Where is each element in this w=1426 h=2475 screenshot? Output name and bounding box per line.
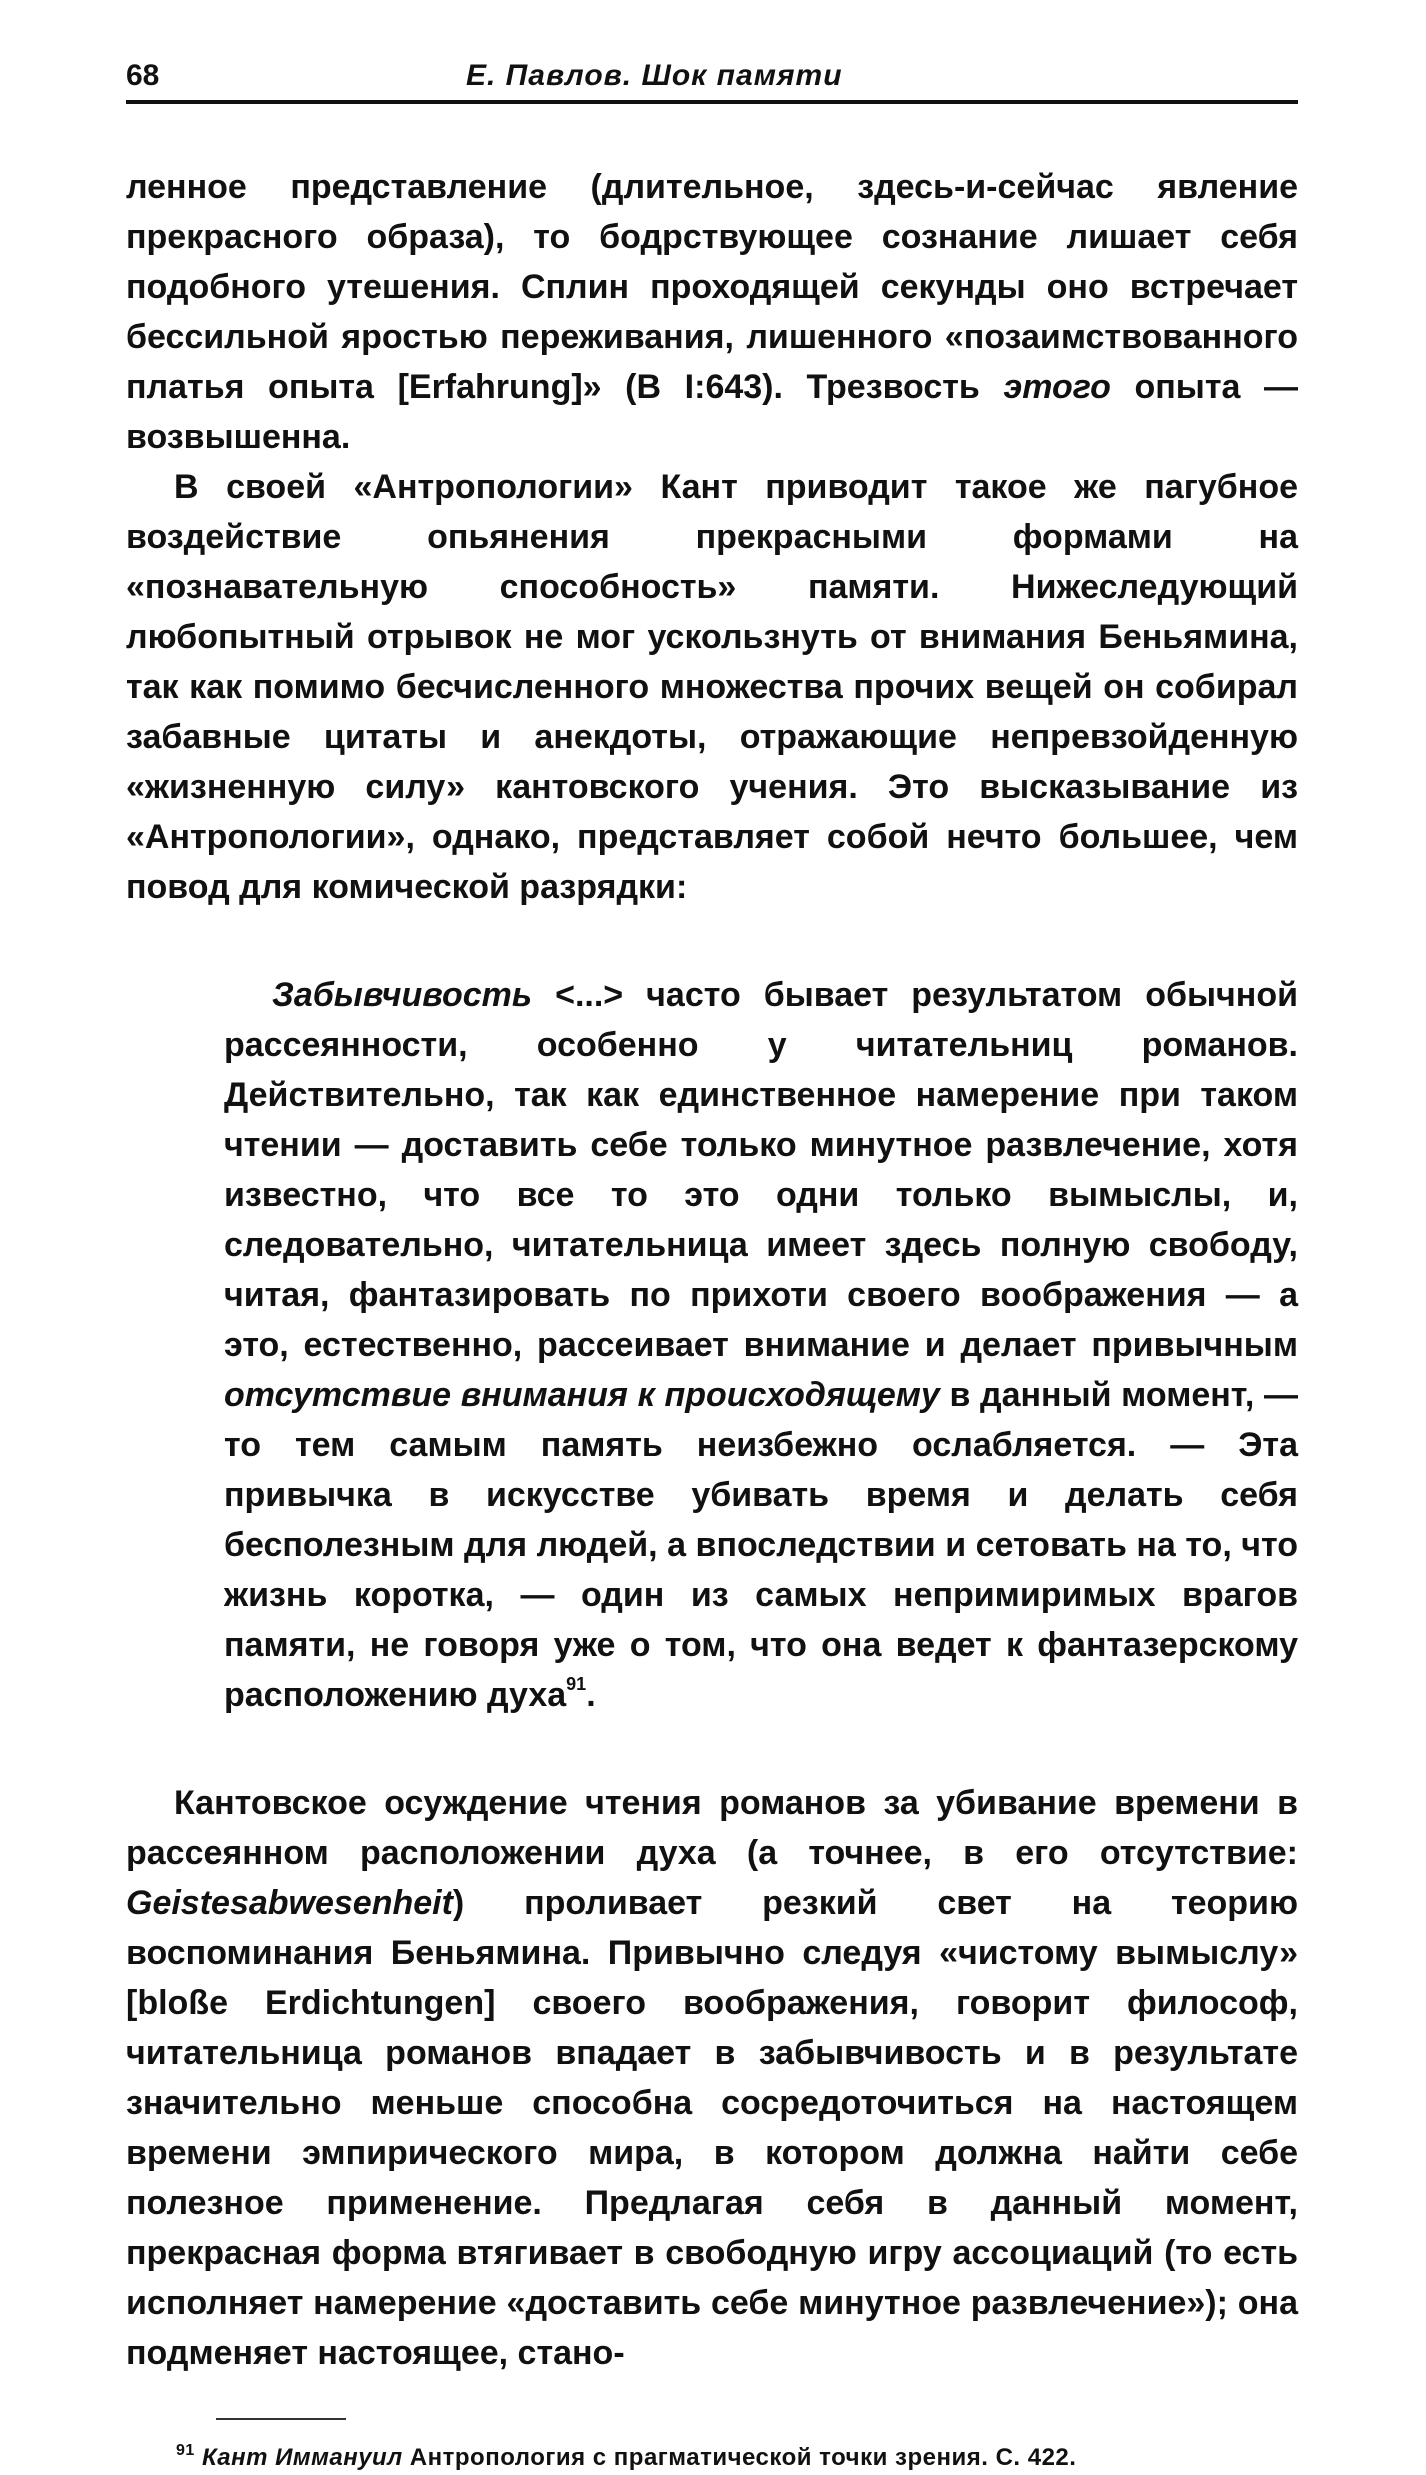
block-quote: Забывчивость <...> часто бывает результатом обычной рассеянности, особенно у читательниц романов. Действительно, так как единственное намерение при таком чтении — доставить себе только минутное развлечение, хотя известно, что все то это одни только вымыслы, и, следовательно, читательница имеет здесь полную свободу, читая, фантазировать по прихоти своего воображения — а это, естественно, рассеивает внимание и делает привычным отсутствие внимания к происходящему в данный момент, — то тем самым память неизбежно ослабляется. — Эта привычка в искусстве убивать время и делать себя бесполезным для людей, а впоследствии и сетовать на то, что жизнь коротка, — один из самых непримиримых врагов памяти, не говоря уже о том, что она ведет к фантазерскому расположению духа$^{91}$. xyxy=(224,976,1298,1714)
page-number: 68 xyxy=(126,59,160,92)
footnote-author: Кант Иммануил xyxy=(201,2444,403,2471)
footnote xyxy=(176,2434,1298,2475)
footnote-divider xyxy=(216,2418,346,2420)
paragraph-1: ленное представление (длительное, здесь-и-сейчас явление прекрасного образа), то бодрствующее сознание лишает себя подобного утешения. Сплин проходящей секунды оно встречает бессильной яростью переживания, лишенного «позаимствованного платья опыта [Erfahrung]» (В I:643). Трезвость этого опыта — возвышенна. xyxy=(126,168,1298,456)
running-header xyxy=(126,56,1298,104)
running-title: Е. Павлов. Шок памяти xyxy=(466,59,843,92)
main-text xyxy=(126,162,1298,2378)
footnote-ref[interactable]: 91 xyxy=(566,1674,587,1694)
paragraph-3: Кантовское осуждение чтения романов за убивание времени в рассеянном расположении духа (а точнее, в его отсутствие: Geistesabwesenheit) проливает резкий свет на теорию воспоминания Беньямина. Привычно следуя «чистому вымыслу» [bloße Erdichtungen] своего воображения, говорит философ, читательница романов впадает в забывчивость и в результате значительно меньше способна сосредоточиться на настоящем времени эмпирического мира, в котором должна найти себе полезное применение. Предлагая себя в данный момент, прекрасная форма втягивает в свободную игру ассоциаций (то есть исполняет намерение «доставить себе минутное развлечение»); она подменяет настоящее, стано- xyxy=(126,1784,1298,2372)
paragraph-2: В своей «Антропологии» Кант приводит такое же пагубное воздействие опьянения прекрасными формами на «познавательную способность» памяти. Нижеследующий любопытный отрывок не мог ускользнуть от внимания Беньямина, так как помимо бесчисленного множества прочих вещей он собирал забавные цитаты и анекдоты, отражающие непревзойденную «жизненную силу» кантовского учения. Это высказывание из «Антропологии», однако, представляет собой нечто большее, чем повод для комической разрядки: xyxy=(126,468,1298,906)
footnote-text: Антропология с прагматической точки зрения. С. 422. xyxy=(409,2444,1077,2471)
book-page xyxy=(126,56,1298,2475)
footnote-number: 91 xyxy=(176,2442,195,2459)
